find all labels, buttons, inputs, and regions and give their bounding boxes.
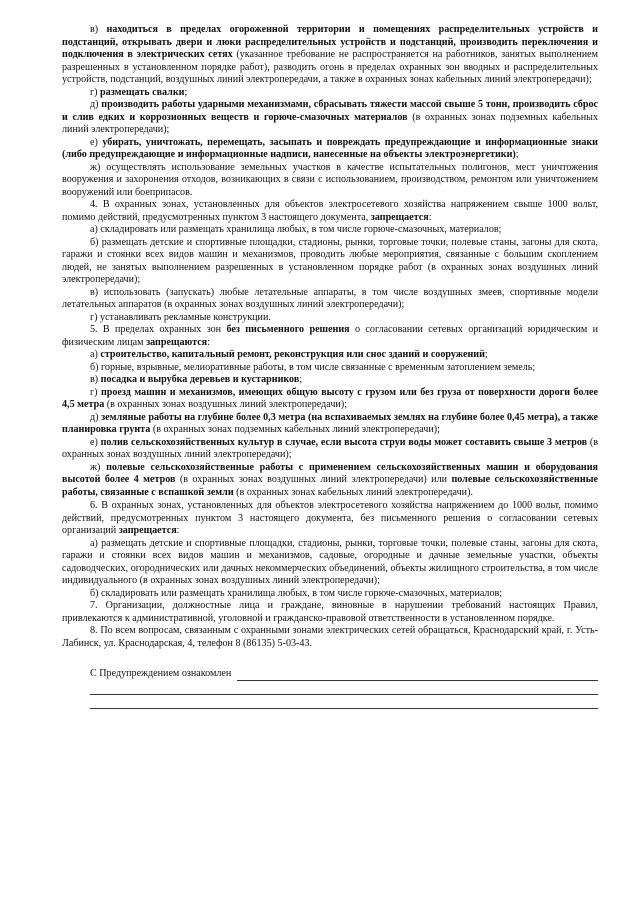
paragraph-5-a: а) строительство, капитальный ремонт, реконструкция или снос зданий и сооружений; [90,349,488,360]
document-page [62,24,598,709]
signature-line-3[interactable] [90,695,598,709]
paragraph-6-b: б) складировать или размещать хранилища любых, в том числе горюче-смазочных, материалов; [90,587,503,599]
signature-line[interactable] [237,669,598,681]
item-d-impact-works: д) производить работы ударными механизмами, сбрасывать тяжести массой свыше 5 тонн, производить сброс и слив едких и коррозионных веществ и горюче-смазочных материалов (в охранных зонах подземных кабельных линий электропередачи); [62,99,598,135]
paragraph-5-e: е) полив сельскохозяйственных культур в случае, если высота струи воды может составить свыше 3 метров (в охранных зонах воздушных линий электропередачи); [62,436,598,460]
item-v-enter-premises: в) находиться в пределах огороженной территории и помещениях распределительных устройств и подстанций, открывать двери и люки распределительных устройств и подстанций, производить переключения и подключения в электрических сетях (указанное требование не распространяется на работников, занятых выполнением разрешенных в установленном порядке работ), разводить огонь в пределах охранных зон вводных и распределительных устройств, подстанций, воздушных линий электропередачи, а также в охранных зонах кабельных линий электропередачи); [62,24,599,85]
paragraph-4-g: г) устанавливать рекламные конструкции. [90,311,271,323]
signature-line-2[interactable] [90,681,598,695]
paragraph-5-v: в) посадка и вырубка деревьев и кустарников; [90,374,303,385]
paragraph-8: 8. По всем вопросам, связанным с охранными зонами электрических сетей обращаться, Краснодарский край, г. Усть-Лабинск, ул. Краснодарская, 4, телефон 8 (86135) 5-03-43. [62,625,598,649]
paragraph-4-b: б) размещать детские и спортивные площадки, стадионы, рынки, торговые точки, полевые станы, загоны для скота, гаражи и стоянки всех видов машин и механизмов, проводить любые мероприятия, связанные с большим скоплением людей, не занятых выполнением разрешенных в установленном порядке работ (в охранных зонах воздушных линий электропередачи); [62,236,598,285]
item-g-dumps: г) размещать свалки; [90,86,188,98]
paragraph-6-a: а) размещать детские и спортивные площадки, стадионы, рынки, торговые точки, полевые станы, загоны для скота, гаражи и стоянки всех видов машин и механизмов, садовые, огородные и дачные земельные участки, объекты садоводческих, огороднических или дачных некоммерческих объединений, объекты жилищного строительства, в том числе индивидуального (в охранных зонах воздушных линий электропередачи); [62,537,598,586]
paragraph-4-a: а) складировать или размещать хранилища любых, в том числе горюче-смазочных, материалов; [90,224,502,235]
signature-row [90,668,598,681]
paragraph-5: 5. В пределах охранных зон без письменного решения о согласовании сетевых организаций юридическим и физическим лицам запрещаются: [62,324,599,348]
paragraph-7: 7. Организации, должностные лица и граждане, виновные в нарушении требований настоящих Правил, привлекаются к административной, уголовной и гражданско-правовой ответственности в установленном порядке. [62,600,598,624]
paragraph-5-zh: ж) полевые сельскохозяйственные работы с применением сельскохозяйственных машин и оборудования высотой более 4 метров (в охранных зонах воздушных линий электропередачи) или полевые сельскохозяйственные работы, связанные с вспашкой земли (в охранных зонах кабельных линий электропередачи). [62,461,599,498]
paragraph-4-v: в) использовать (запускать) любые летательные аппараты, в том числе воздушных змеев, спортивные модели летательных аппаратов (в охранных зонах воздушных линий электропередачи); [62,286,598,310]
signature-label: С Предупреждением ознакомлен [90,668,232,679]
paragraph-5-b: б) горные, взрывные, мелиоративные работы, в том числе связанные с временным затоплением земель; [90,361,536,373]
paragraph-4: 4. В охранных зонах, установленных для объектов электросетевого хозяйства напряжением свыше 1000 вольт, помимо действий, предусмотренных пунктом 3 настоящего документа, запрещается: [62,199,598,223]
paragraph-5-g: г) проезд машин и механизмов, имеющих общую высоту с грузом или без груза от поверхности дороги более 4,5 метра (в охранных зонах воздушных линий электропередачи); [62,386,598,410]
paragraph-5-d: д) земляные работы на глубине более 0,3 метра (на вспахиваемых землях на глубине более 0,45 метра), а также планировка грунта (в охранных зонах подземных кабельных линий электропередачи); [62,411,598,435]
item-e-signs: е) убирать, уничтожать, перемещать, засыпать и повреждать предупреждающие и информационные знаки (либо предупреждающие и информационные надписи, нанесенные на объекты электроэнергетики); [62,136,598,160]
paragraph-6: 6. В охранных зонах, установленных для объектов электросетевого хозяйства напряжением до 1000 вольт, помимо действий, предусмотренных пунктом 3 настоящего документа, без письменного решения о согласовании сетевых организаций запрещается: [62,500,598,536]
signature-block [62,668,598,709]
item-zh-polygons: ж) осуществлять использование земельных участков в качестве испытательных полигонов, мест уничтожения вооружения и захоронения отходов, возникающих в связи с использованием, производством, ремонтом или уничтожением вооружений или боеприпасов. [62,161,598,198]
